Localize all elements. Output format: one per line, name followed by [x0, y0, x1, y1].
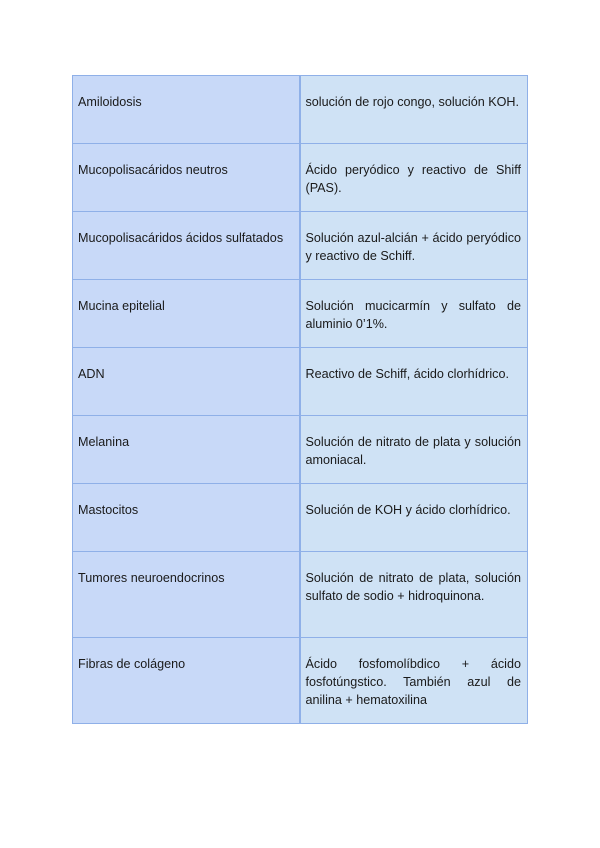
table-cell-reagent: Solución de nitrato de plata, solución sulfato de sodio + hidroquinona. — [300, 552, 528, 638]
table-row — [73, 76, 528, 144]
table-cell-reagent: Solución de nitrato de plata y solución amoniacal. — [300, 416, 528, 484]
table-row — [73, 348, 528, 416]
table-cell-target: Amiloidosis — [73, 76, 300, 144]
table-cell-reagent: Solución azul-alcián + ácido peryódico y reactivo de Schiff. — [300, 212, 528, 280]
table-cell-target: Fibras de colágeno — [73, 638, 300, 724]
table-row — [73, 416, 528, 484]
table-cell-reagent: Solución mucicarmín y sulfato de aluminio 0’1%. — [300, 280, 528, 348]
table-cell-reagent: Ácido peryódico y reactivo de Shiff (PAS). — [300, 144, 528, 212]
table-row — [73, 212, 528, 280]
table-cell-target: Mucopolisacáridos neutros — [73, 144, 300, 212]
table-row — [73, 144, 528, 212]
staining-table — [72, 75, 528, 724]
table-row — [73, 280, 528, 348]
table-cell-reagent: Ácido fosfomolíbdico + ácido fosfotúngstico. También azul de anilina + hematoxilina — [300, 638, 528, 724]
table-row — [73, 484, 528, 552]
table-cell-target: ADN — [73, 348, 300, 416]
table-cell-target: Mucina epitelial — [73, 280, 300, 348]
table-row — [73, 638, 528, 724]
table-cell-reagent: Solución de KOH y ácido clorhídrico. — [300, 484, 528, 552]
table-row — [73, 552, 528, 638]
table-cell-target: Mastocitos — [73, 484, 300, 552]
table-cell-target: Mucopolisacáridos ácidos sulfatados — [73, 212, 300, 280]
table-cell-target: Tumores neuroendocrinos — [73, 552, 300, 638]
table-cell-reagent: solución de rojo congo, solución KOH. — [300, 76, 528, 144]
table-cell-reagent: Reactivo de Schiff, ácido clorhídrico. — [300, 348, 528, 416]
table-cell-target: Melanina — [73, 416, 300, 484]
